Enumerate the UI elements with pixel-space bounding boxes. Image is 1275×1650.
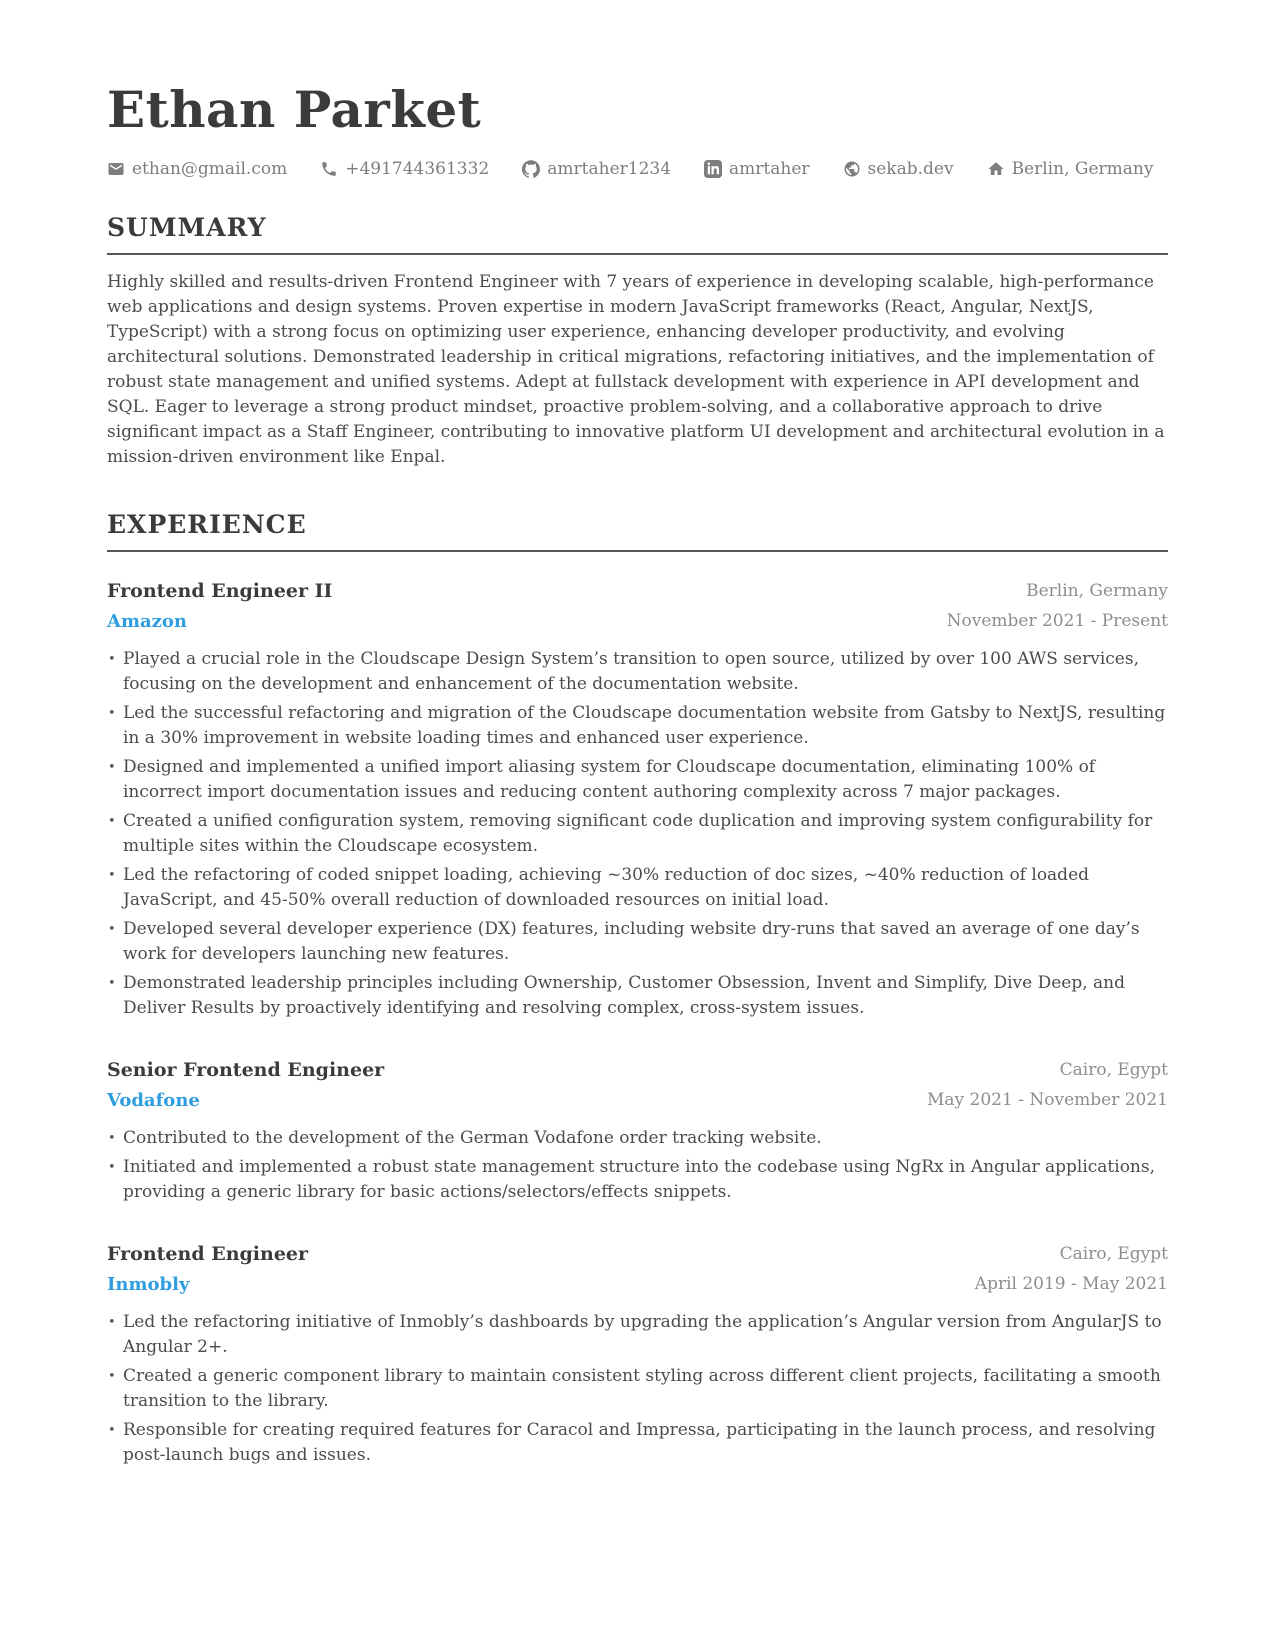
contact-linkedin-text: amrtaher — [729, 158, 810, 179]
contact-github-text: amrtaher1234 — [547, 158, 672, 179]
contact-phone[interactable] — [320, 159, 489, 179]
person-name: Ethan Parket — [107, 80, 482, 139]
jobs-list — [107, 579, 1168, 1468]
job-location: Cairo, Egypt — [1059, 1059, 1168, 1080]
job-bullet: • Led the refactoring initiative of Inmobly’s dashboards by upgrading the application’s Angular version from AngularJS to Angular 2+. — [107, 1310, 1168, 1360]
summary-heading: SUMMARY — [107, 213, 1168, 255]
summary-text: Highly skilled and results-driven Frontend Engineer with 7 years of experience in developing scalable, high-performance web applications and design systems. Proven expertise in modern JavaScript frameworks (React, Angular, NextJS, TypeScript) with a strong focus on optimizing user experience, enhancing developer productivity, and evolving architectural solutions. Demonstrated leadership in critical migrations, refactoring initiatives, and the implementation of robust state management and unified systems. Adept at fullstack development with experience in API development and SQL. Eager to leverage a strong product mindset, proactive problem-solving, and a collaborative approach to drive significant impact as a Staff Engineer, contributing to innovative platform UI development and architectural evolution in a mission-driven environment like Enpal. — [107, 271, 1165, 467]
contact-location-text: Berlin, Germany — [1011, 158, 1154, 179]
job-location: Cairo, Egypt — [1059, 1243, 1168, 1264]
email-icon — [107, 160, 125, 178]
job-header — [107, 1058, 1168, 1113]
experience-section — [107, 510, 1168, 1468]
contact-email[interactable] — [107, 159, 287, 179]
job-dates: April 2019 - May 2021 — [974, 1273, 1168, 1294]
job-bullet: • Created a generic component library to maintain consistent styling across different client projects, facilitating a smooth transition to the library. — [107, 1364, 1168, 1414]
contact-website[interactable] — [843, 159, 954, 179]
phone-icon — [320, 160, 338, 178]
job-title: Frontend Engineer II — [107, 579, 333, 602]
job-bullet: • Led the successful refactoring and migration of the Cloudscape documentation website from Gatsby to NextJS, resulting in a 30% improvement in website loading times and enhanced user experience. — [107, 701, 1168, 751]
home-icon — [987, 160, 1005, 178]
job-entry — [107, 1242, 1168, 1468]
job-dates: November 2021 - Present — [946, 610, 1168, 631]
company-link[interactable]: Vodafone — [107, 1089, 200, 1111]
experience-heading: EXPERIENCE — [107, 510, 1168, 552]
job-bullet: • Created a unified configuration system, removing significant code duplication and improving system configurability for multiple sites within the Cloudscape ecosystem. — [107, 809, 1168, 859]
contact-row — [107, 159, 1168, 179]
company-link[interactable]: Inmobly — [107, 1273, 190, 1295]
job-location: Berlin, Germany — [1026, 580, 1168, 601]
job-bullet: • Demonstrated leadership principles including Ownership, Customer Obsession, Invent and Simplify, Dive Deep, and Deliver Results by proactively identifying and resolving complex, cross-system issues. — [107, 971, 1168, 1021]
job-bullets — [107, 1310, 1168, 1468]
contact-email-text: ethan@gmail.com — [132, 158, 288, 179]
linkedin-icon — [704, 160, 722, 178]
summary-section — [107, 213, 1168, 470]
job-entry — [107, 1058, 1168, 1205]
job-title: Senior Frontend Engineer — [107, 1058, 385, 1081]
job-title: Frontend Engineer — [107, 1242, 309, 1265]
contact-github[interactable] — [522, 159, 671, 179]
contact-phone-text: +491744361332 — [345, 158, 490, 179]
contact-location[interactable] — [987, 159, 1154, 179]
contact-linkedin[interactable] — [704, 159, 809, 179]
github-icon — [522, 160, 540, 178]
job-header — [107, 1242, 1168, 1297]
resume-header — [107, 80, 1168, 179]
job-bullet: • Designed and implemented a unified import aliasing system for Cloudscape documentation, eliminating 100% of incorrect import documentation issues and reducing content authoring complexity across 7 major packages. — [107, 755, 1168, 805]
contact-website-text: sekab.dev — [867, 158, 954, 179]
job-bullet: • Played a crucial role in the Cloudscape Design System’s transition to open source, utilized by over 100 AWS services, focusing on the development and enhancement of the documentation website. — [107, 647, 1168, 697]
globe-icon — [843, 160, 861, 178]
job-bullet: • Led the refactoring of coded snippet loading, achieving ~30% reduction of doc sizes, ~40% reduction of loaded JavaScript, and 45-50% overall reduction of downloaded resources on initial load. — [107, 863, 1168, 913]
job-bullet: • Contributed to the development of the German Vodafone order tracking website. — [107, 1126, 1168, 1151]
company-link[interactable]: Amazon — [107, 610, 187, 632]
job-bullet: • Developed several developer experience (DX) features, including website dry-runs that saved an average of one day’s work for developers launching new features. — [107, 917, 1168, 967]
job-dates: May 2021 - November 2021 — [927, 1089, 1168, 1110]
job-bullets — [107, 647, 1168, 1021]
job-bullet: • Responsible for creating required features for Caracol and Impressa, participating in the launch process, and resolving post-launch bugs and issues. — [107, 1418, 1168, 1468]
job-entry — [107, 579, 1168, 1021]
job-bullets — [107, 1126, 1168, 1205]
job-header — [107, 579, 1168, 634]
job-bullet: • Initiated and implemented a robust state management structure into the codebase using NgRx in Angular applications, providing a generic library for basic actions/selectors/effects snippets. — [107, 1155, 1168, 1205]
